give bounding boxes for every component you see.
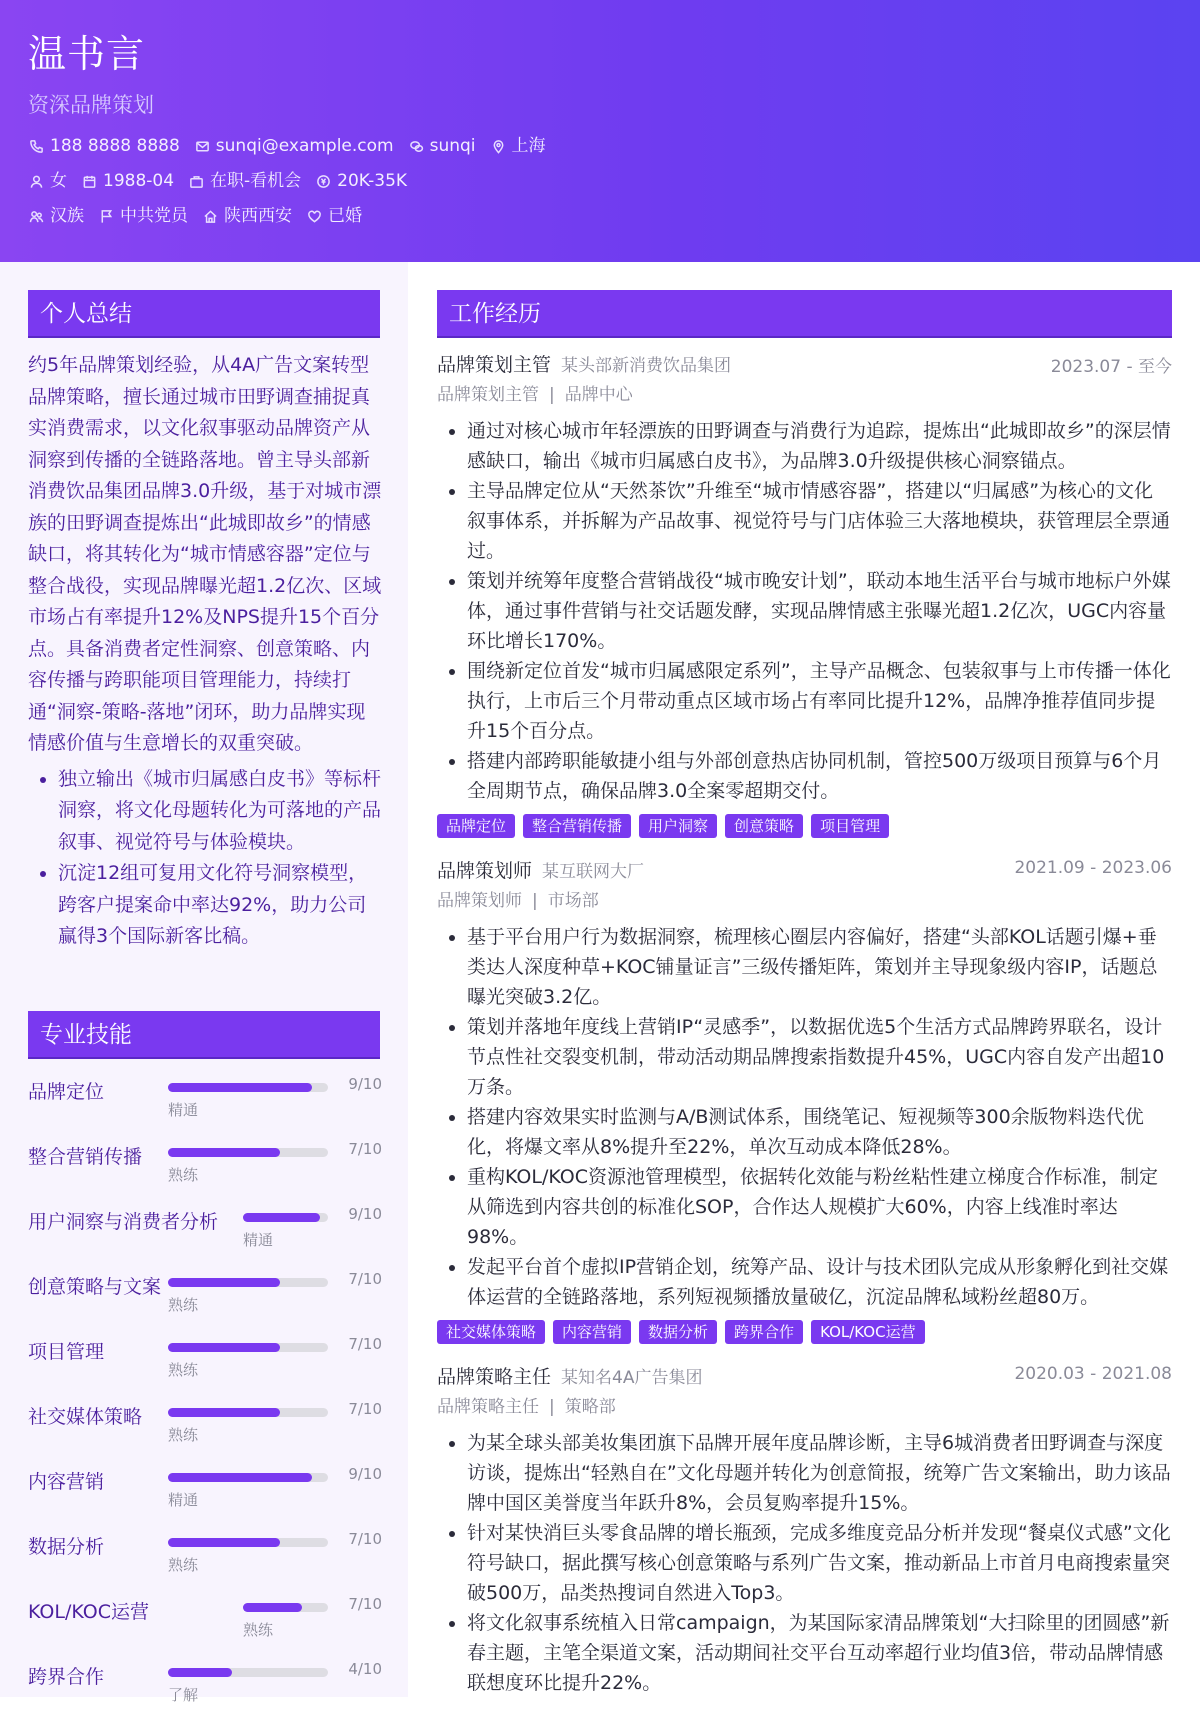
job-bullet: • 策划并统筹年度整合营销战役“城市晚安计划”，联动本地生活平台与城市地标户外媒体，通过事件营销与社交话题发酵，实现品牌情感主张曝光超1.2亿次，UGC内容量环比增长170%。 bbox=[467, 566, 1172, 656]
job-bullet: • 策划并落地年度线上营销IP“灵感季”，以数据优选5个生活方式品牌跨界联名，设计节点性社交裂变机制，带动活动期品牌搜索指数提升45%，UGC内容自发产出超10万条。 bbox=[467, 1012, 1172, 1102]
skill-bar bbox=[243, 1213, 328, 1222]
job-header bbox=[437, 856, 1172, 886]
money-icon bbox=[315, 173, 332, 190]
phone-icon bbox=[28, 138, 45, 155]
job-dept: 市场部 bbox=[547, 891, 599, 911]
skill-row bbox=[28, 1327, 382, 1387]
calendar-icon bbox=[81, 173, 98, 190]
summary-text: 约5年品牌策划经验，从4A广告文案转型品牌策略，擅长通过城市田野调查捕捉真实消费需求，以文化叙事驱动品牌资产从洞察到传播的全链路落地。曾主导头部新消费饮品集团品牌3.0升级，基于对城市漂族的田野调查提炼出“此城即故乡”的情感缺口，将其转化为“城市情感容器”定位与整合战役，实现品牌曝光超1.2亿次、区域市场占有率提升12%及NPS提升15个百分点。具备消费者定性洞察、创意策略、内容传播与跨职能项目管理能力，持续打通“洞察-策略-落地”闭环，助力品牌实现情感价值与生意增长的双重突破。 bbox=[28, 354, 382, 754]
background-row bbox=[28, 204, 376, 228]
phone-text: 188 8888 8888 bbox=[50, 136, 180, 156]
wechat-text: sunqi bbox=[429, 136, 476, 156]
skill-tag: 整合营销传播 bbox=[523, 814, 631, 838]
skill-name: 项目管理 bbox=[28, 1341, 105, 1363]
job-bullet: • 通过对核心城市年轻漂族的田野调查与消费行为追踪，提炼出“此城即故乡”的深层情感缺口，输出《城市归属感白皮书》，为品牌3.0升级提供核心洞察锚点。 bbox=[467, 416, 1172, 476]
ethnicity-text: 汉族 bbox=[50, 206, 84, 226]
job-company: 某头部新消费饮品集团 bbox=[561, 356, 732, 376]
ethnicity-item bbox=[28, 204, 84, 228]
skill-bar bbox=[168, 1538, 328, 1547]
job-bullet: • 搭建内容效果实时监测与A/B测试体系，围绕笔记、短视频等300余版物料迭代优化，将爆文率从8%提升至22%，单次互动成本降低28%。 bbox=[467, 1102, 1172, 1162]
job-tags bbox=[437, 814, 1172, 838]
job-company: 某知名4A广告集团 bbox=[561, 1368, 703, 1388]
skill-bar bbox=[168, 1473, 328, 1482]
skill-bar-fill bbox=[168, 1408, 280, 1417]
skill-tag: 品牌定位 bbox=[437, 814, 515, 838]
skill-bar-fill bbox=[168, 1668, 232, 1677]
heart-icon bbox=[306, 208, 323, 225]
skill-score: 9/10 bbox=[348, 1075, 382, 1093]
mail-icon bbox=[194, 138, 211, 155]
skill-score: 4/10 bbox=[348, 1660, 382, 1678]
job-bullet: • 主导品牌定位从“天然茶饮”升维至“城市情感容器”，搭建以“归属感”为核心的文化叙事体系，并拆解为产品故事、视觉符号与门店体验三大落地模块，获管理层全票通过。 bbox=[467, 476, 1172, 566]
email-text: sunqi@example.com bbox=[215, 136, 394, 156]
marital-item bbox=[306, 204, 362, 228]
skill-tag: 用户洞察 bbox=[639, 814, 717, 838]
skill-score: 9/10 bbox=[348, 1465, 382, 1483]
marital-text: 已婚 bbox=[328, 206, 362, 226]
skill-level: 精通 bbox=[168, 1491, 199, 1509]
wechat-item bbox=[408, 134, 476, 158]
job-entry bbox=[437, 856, 1172, 1344]
skill-score: 7/10 bbox=[348, 1140, 382, 1158]
skill-score: 7/10 bbox=[348, 1595, 382, 1613]
skill-level: 精通 bbox=[243, 1231, 274, 1249]
job-meta bbox=[437, 886, 1172, 916]
skill-level: 熟练 bbox=[243, 1621, 274, 1639]
skill-level: 熟练 bbox=[168, 1166, 199, 1184]
gender-item bbox=[28, 169, 67, 193]
wechat-icon bbox=[408, 138, 425, 155]
meta-separator: | bbox=[549, 1397, 555, 1417]
skill-bar-fill bbox=[168, 1343, 280, 1352]
job-dept: 策略部 bbox=[564, 1397, 616, 1417]
job-bullet: • 搭建内部跨职能敏捷小组与外部创意热店协同机制，管控500万级项目预算与6个月全周期节点，确保品牌3.0全案零超期交付。 bbox=[467, 746, 1172, 806]
skill-tag: 项目管理 bbox=[811, 814, 889, 838]
skill-tag: 创意策略 bbox=[725, 814, 803, 838]
email-item[interactable] bbox=[194, 134, 394, 158]
skill-level: 熟练 bbox=[168, 1296, 199, 1314]
meta-separator: | bbox=[532, 891, 538, 911]
summary-section bbox=[28, 350, 382, 953]
birth-text: 1988-04 bbox=[103, 171, 175, 191]
job-dept: 品牌中心 bbox=[564, 385, 633, 405]
skill-level: 熟练 bbox=[168, 1426, 199, 1444]
job-tags bbox=[437, 1320, 1172, 1344]
job-role: 品牌策略主任 bbox=[437, 1397, 539, 1417]
location-item bbox=[490, 134, 546, 158]
skill-level: 熟练 bbox=[168, 1361, 199, 1379]
hometown-text: 陕西西安 bbox=[224, 206, 292, 226]
skill-bar-fill bbox=[168, 1278, 280, 1287]
skill-row bbox=[28, 1262, 382, 1322]
job-bullet: • 发起平台首个虚拟IP营销企划，统筹产品、设计与技术团队完成从形象孵化到社交媒体运营的全链路落地，系列短视频播放量破亿，沉淀品牌私域粉丝超80万。 bbox=[467, 1252, 1172, 1312]
skill-tag: KOL/KOC运营 bbox=[811, 1320, 925, 1344]
experience-heading: 工作经历 bbox=[437, 290, 1172, 338]
job-bullets bbox=[437, 922, 1172, 1312]
salary-text: 20K-35K bbox=[337, 171, 408, 191]
status-item bbox=[188, 169, 301, 193]
people-icon bbox=[28, 208, 45, 225]
job-title: 品牌策划主管 bbox=[437, 354, 552, 376]
job-date: 2021.09 - 2023.06 bbox=[1014, 858, 1172, 878]
job-bullet: • 将文化叙事系统植入日常campaign，为某国际家清品牌策划“大扫除里的团圆感”新春主题，主笔全渠道文案，活动期间社交平台互动率超行业均值3倍，带动品牌情感联想度环比提升22%。 bbox=[467, 1608, 1172, 1698]
skill-bar-fill bbox=[168, 1148, 280, 1157]
job-header bbox=[437, 350, 1172, 380]
contact-row bbox=[28, 134, 560, 158]
meta-separator: | bbox=[549, 385, 555, 405]
gender-text: 女 bbox=[50, 171, 67, 191]
skill-name: 数据分析 bbox=[28, 1536, 105, 1558]
skill-bar bbox=[168, 1083, 328, 1092]
job-title: 品牌策略主任 bbox=[437, 1366, 552, 1388]
job-bullet: • 重构KOL/KOC资源池管理模型，依据转化效能与粉丝粘性建立梯度合作标准，制定从筛选到内容共创的标准化SOP，合作达人规模扩大60%，内容上线准时率达98%。 bbox=[467, 1162, 1172, 1252]
job-entry bbox=[437, 350, 1172, 838]
status-text: 在职-看机会 bbox=[210, 171, 302, 191]
skill-score: 7/10 bbox=[348, 1400, 382, 1418]
job-meta bbox=[437, 1392, 1172, 1422]
skill-bar-fill bbox=[243, 1603, 302, 1612]
skill-row bbox=[28, 1652, 382, 1712]
skill-row bbox=[28, 1587, 382, 1647]
skill-tag: 社交媒体策略 bbox=[437, 1320, 545, 1344]
summary-bullet: • 独立输出《城市归属感白皮书》等标杆洞察，将文化母题转化为可落地的产品叙事、视觉符号与体验模块。 bbox=[58, 764, 382, 859]
job-bullets bbox=[437, 416, 1172, 806]
skill-row bbox=[28, 1522, 382, 1582]
job-role: 品牌策划师 bbox=[437, 891, 522, 911]
skill-bar-fill bbox=[243, 1213, 320, 1222]
skill-level: 熟练 bbox=[168, 1556, 199, 1574]
home-icon bbox=[202, 208, 219, 225]
skill-bar bbox=[168, 1408, 328, 1417]
skill-bar-fill bbox=[168, 1083, 312, 1092]
job-header bbox=[437, 1362, 1172, 1392]
skill-bar bbox=[168, 1343, 328, 1352]
job-title: 品牌策划师 bbox=[437, 860, 533, 882]
skill-bar bbox=[243, 1603, 328, 1612]
skill-name: 社交媒体策略 bbox=[28, 1406, 143, 1428]
skill-score: 9/10 bbox=[348, 1205, 382, 1223]
skill-tag: 内容营销 bbox=[553, 1320, 631, 1344]
resume-header bbox=[0, 0, 1200, 262]
location-icon bbox=[490, 138, 507, 155]
skill-row bbox=[28, 1132, 382, 1192]
politics-text: 中共党员 bbox=[120, 206, 188, 226]
location-text: 上海 bbox=[511, 136, 546, 156]
skill-bar bbox=[168, 1148, 328, 1157]
briefcase-icon bbox=[188, 173, 205, 190]
personal-row bbox=[28, 169, 421, 193]
skill-name: 整合营销传播 bbox=[28, 1146, 143, 1168]
skill-score: 7/10 bbox=[348, 1335, 382, 1353]
job-bullet: • 围绕新定位首发“城市归属感限定系列”，主导产品概念、包装叙事与上市传播一体化执行，上市后三个月带动重点区域市场占有率同比提升12%，品牌净推荐值同步提升15个百分点。 bbox=[467, 656, 1172, 746]
skill-name: 品牌定位 bbox=[28, 1081, 105, 1103]
skill-tag: 跨界合作 bbox=[725, 1320, 803, 1344]
job-bullet: • 为某全球头部美妆集团旗下品牌开展年度品牌诊断，主导6城消费者田野调查与深度访谈，提炼出“轻熟自在”文化母题并转化为创意简报，统筹广告文案输出，助力该品牌中国区美誉度当年跃升8%，会员复购率提升15%。 bbox=[467, 1428, 1172, 1518]
job-role: 品牌策划主管 bbox=[437, 385, 539, 405]
job-company: 某互联网大厂 bbox=[542, 862, 645, 882]
skill-level: 了解 bbox=[168, 1686, 199, 1704]
skill-score: 7/10 bbox=[348, 1270, 382, 1288]
flag-icon bbox=[98, 208, 115, 225]
skill-bar bbox=[168, 1278, 328, 1287]
skill-bar-fill bbox=[168, 1538, 280, 1547]
job-meta bbox=[437, 380, 1172, 410]
skill-row bbox=[28, 1457, 382, 1517]
summary-heading: 个人总结 bbox=[28, 290, 380, 338]
skill-row bbox=[28, 1067, 382, 1127]
skill-name: KOL/KOC运营 bbox=[28, 1601, 150, 1623]
candidate-name: 温书言 bbox=[28, 32, 146, 76]
user-icon bbox=[28, 173, 45, 190]
summary-bullet: • 沉淀12组可复用文化符号洞察模型，跨客户提案命中率达92%，助力公司赢得3个国际新客比稿。 bbox=[58, 858, 382, 953]
skill-level: 精通 bbox=[168, 1101, 199, 1119]
skill-name: 内容营销 bbox=[28, 1471, 105, 1493]
job-bullet: • 针对某快消巨头零食品牌的增长瓶颈，完成多维度竞品分析并发现“餐桌仪式感”文化符号缺口，据此撰写核心创意策略与系列广告文案，推动新品上市首月电商搜索量突破500万，品类热搜词自然进入Top3。 bbox=[467, 1518, 1172, 1608]
job-bullets bbox=[437, 1428, 1172, 1698]
skill-row bbox=[28, 1197, 382, 1257]
skill-bar bbox=[168, 1668, 328, 1677]
skill-tag: 数据分析 bbox=[639, 1320, 717, 1344]
birth-item bbox=[81, 169, 174, 193]
skills-heading: 专业技能 bbox=[28, 1011, 380, 1059]
skill-name: 用户洞察与消费者分析 bbox=[28, 1211, 219, 1233]
skill-score: 7/10 bbox=[348, 1530, 382, 1548]
skill-name: 创意策略与文案 bbox=[28, 1276, 162, 1298]
job-entry bbox=[437, 1362, 1172, 1698]
job-date: 2020.03 - 2021.08 bbox=[1014, 1364, 1172, 1384]
skill-row bbox=[28, 1392, 382, 1452]
candidate-title: 资深品牌策划 bbox=[28, 93, 154, 117]
hometown-item bbox=[202, 204, 292, 228]
job-date: 2023.07 - 至今 bbox=[1050, 357, 1172, 377]
skill-bar-fill bbox=[168, 1473, 312, 1482]
phone-item bbox=[28, 134, 180, 158]
politics-item bbox=[98, 204, 188, 228]
salary-item bbox=[315, 169, 407, 193]
job-bullet: • 基于平台用户行为数据洞察，梳理核心圈层内容偏好，搭建“头部KOL话题引爆+垂类达人深度种草+KOC铺量证言”三级传播矩阵，策划并主导现象级内容IP，话题总曝光突破3.2亿。 bbox=[467, 922, 1172, 1012]
skill-name: 跨界合作 bbox=[28, 1666, 105, 1688]
summary-bullets bbox=[28, 764, 382, 953]
